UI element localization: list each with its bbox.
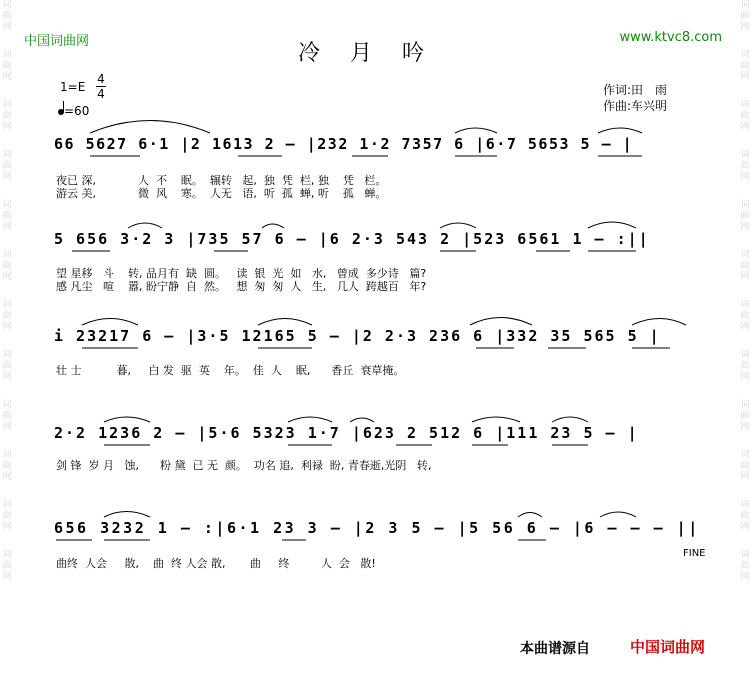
lyrics-line-2-verse-2: 感 凡尘 喧 嚣, 盼宁静 自 然。 想 匆 匆 人 生, 几人 跨越百 年? <box>56 280 427 293</box>
footer-source-label: 本曲谱源自 <box>520 641 590 657</box>
right-watermark-strip: 词曲网 词曲网 词曲网 词曲网 词曲网 词曲网 词曲网 词曲网 词曲网 词曲网 词曲网 词曲网 <box>740 0 750 582</box>
site-url-right: www.ktvc8.com <box>619 30 722 45</box>
notes-line-5: 656 3232 1 – :|6·1 23 3 – |2 3 5 – |5 56 6 – |6 – – – || <box>54 519 700 537</box>
footer-source-site: 中国词曲网 <box>630 638 706 656</box>
fine-marking: FINE <box>683 548 706 559</box>
notes-line-2: 5 656 3·2 3 |735 57 6 – |6 2·3 543 2 |523 6561 1 – :|| <box>54 230 650 248</box>
lyrics-line-5: 曲终 人会 散, 曲 终 人会 散, 曲 终 人 会 散! <box>56 557 376 570</box>
tempo-value: =60 <box>64 104 90 118</box>
left-watermark-strip: 词曲网 词曲网 词曲网 词曲网 词曲网 词曲网 词曲网 词曲网 词曲网 词曲网 词曲网 词曲网 <box>2 0 12 582</box>
lyrics-line-4: 剑 锋 岁 月 蚀, 粉 黛 已 无 颜。 功名 追, 利禄 盼, 青春逝,光阴 转, <box>56 459 432 472</box>
meter-top: 4 <box>97 72 105 86</box>
site-name-left: 中国词曲网 <box>24 34 90 49</box>
lyrics-line-1-verse-1: 夜已 深, 人 不 眠。 辗转 起, 独 凭 栏, 独 凭 栏。 <box>56 174 387 187</box>
meter-bottom: 4 <box>97 87 105 101</box>
lyrics-line-2-verse-1: 望 星移 斗 转, 品月有 缺 圆。 读 银 光 如 水, 曾成 多少诗 篇? <box>56 267 427 280</box>
key-signature: 1=E <box>60 80 86 94</box>
song-title: 冷月吟 <box>297 41 454 66</box>
lyricist: 作词:田 雨 <box>603 83 668 97</box>
lyrics-line-1-verse-2: 游云 美, 微 风 寒。 人无 语, 听 孤 蝉, 听 孤 蝉。 <box>56 187 387 200</box>
notes-line-3: i 23217 6 – |3·5 12165 5 – |2 2·3 236 6 |332 35 565 5 | <box>54 327 661 345</box>
notes-line-4: 2·2 1236 2 – |5·6 5323 1·7 |623 2 512 6 |111 23 5 – | <box>54 424 639 442</box>
lyrics-line-3: 壮 士 暮, 白 发 驱 英 年。 佳 人 眠, 香丘 衰草掩。 <box>56 364 405 377</box>
notes-line-1: 66 5627 6·1 |2 1613 2 – |232 1·2 7357 6 |6·7 5653 5 – | <box>54 135 634 153</box>
composer: 作曲:车兴明 <box>603 99 668 113</box>
